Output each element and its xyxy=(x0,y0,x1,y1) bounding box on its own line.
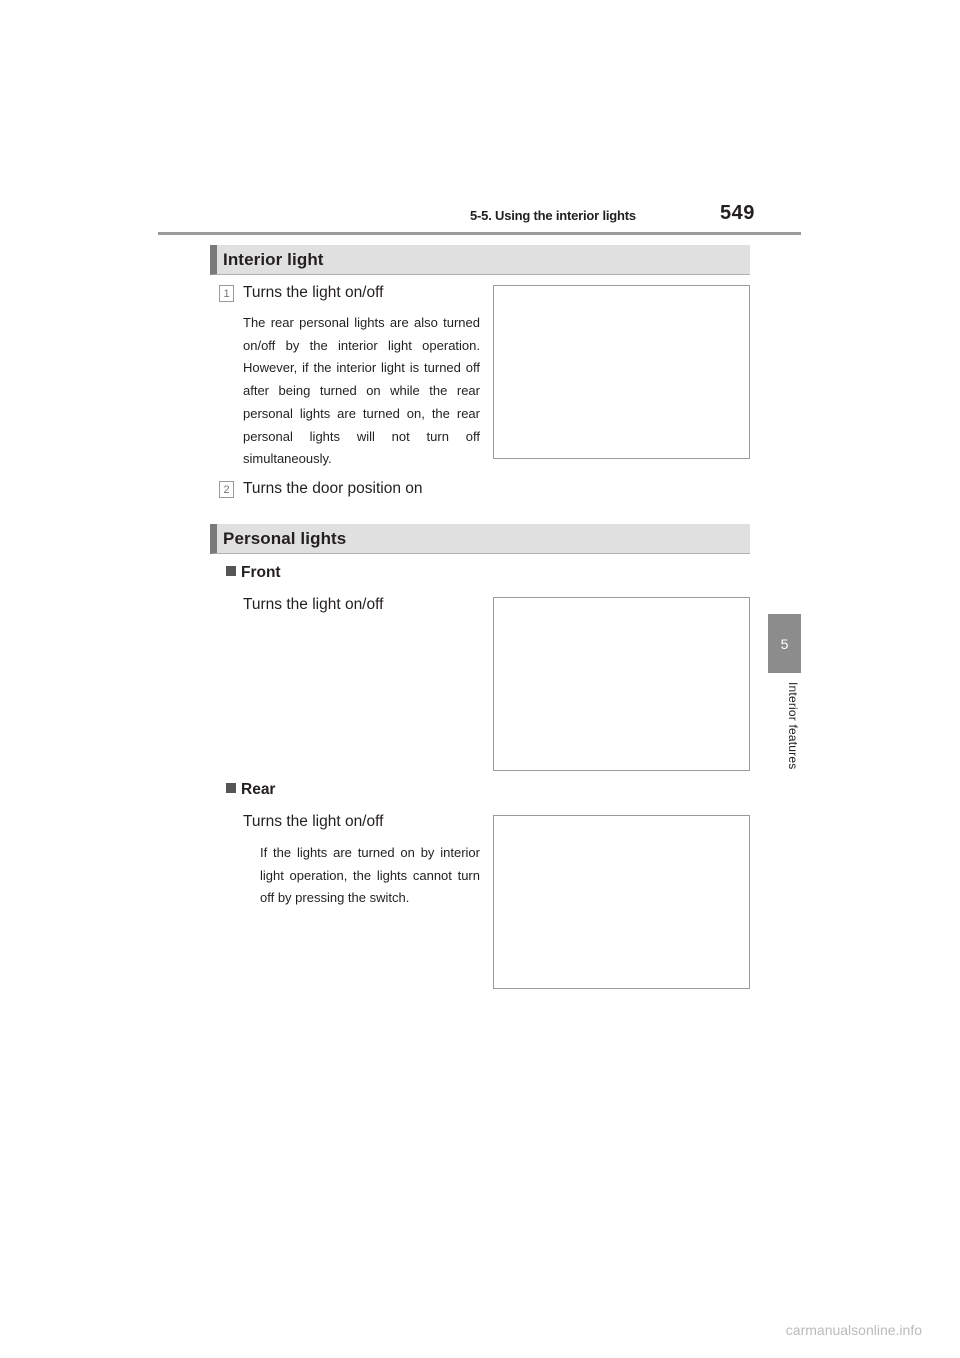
subheading-front-label: Front xyxy=(241,564,281,581)
item-1-description: The rear personal lights are also turned on/off by the interior light operation. However, if the interior light is turned off after being turned on while the rear personal lights are turned on, the rear personal lights will not turn off simultaneously. xyxy=(243,315,480,467)
chapter-number: 5 xyxy=(780,635,789,652)
callout-number-2: 2 xyxy=(219,481,234,498)
item-2-title: Turns the door position on xyxy=(243,480,423,497)
front-item-title: Turns the light on/off xyxy=(243,596,384,613)
section-heading-text: Interior light xyxy=(223,250,324,269)
item-1-title: Turns the light on/off xyxy=(243,284,384,301)
rear-item-title: Turns the light on/off xyxy=(243,813,384,830)
subheading-rear xyxy=(226,781,275,799)
page-number: 549 xyxy=(720,202,755,224)
figure-interior-light xyxy=(493,285,750,459)
running-header-section: 5-5. Using the interior lights xyxy=(470,208,636,223)
watermark xyxy=(0,1322,960,1338)
watermark-text: carmanualsonline.info xyxy=(785,1322,922,1338)
header-rule xyxy=(158,232,801,235)
square-bullet-icon xyxy=(226,783,236,793)
rear-item-description: If the lights are turned on by interior light operation, the lights cannot turn off by pressing the switch. xyxy=(260,845,480,906)
subheading-front xyxy=(226,564,281,582)
chapter-tab xyxy=(768,614,801,673)
section-heading-interior-light xyxy=(210,245,750,275)
subheading-rear-label: Rear xyxy=(241,781,276,798)
section-heading-personal-lights xyxy=(210,524,750,554)
callout-number-1: 1 xyxy=(219,285,234,302)
square-bullet-icon xyxy=(226,566,236,576)
figure-rear-personal-lights xyxy=(493,815,750,989)
section-heading-text: Personal lights xyxy=(223,529,347,548)
chapter-title: Interior features xyxy=(786,682,800,770)
figure-front-personal-lights xyxy=(493,597,750,771)
